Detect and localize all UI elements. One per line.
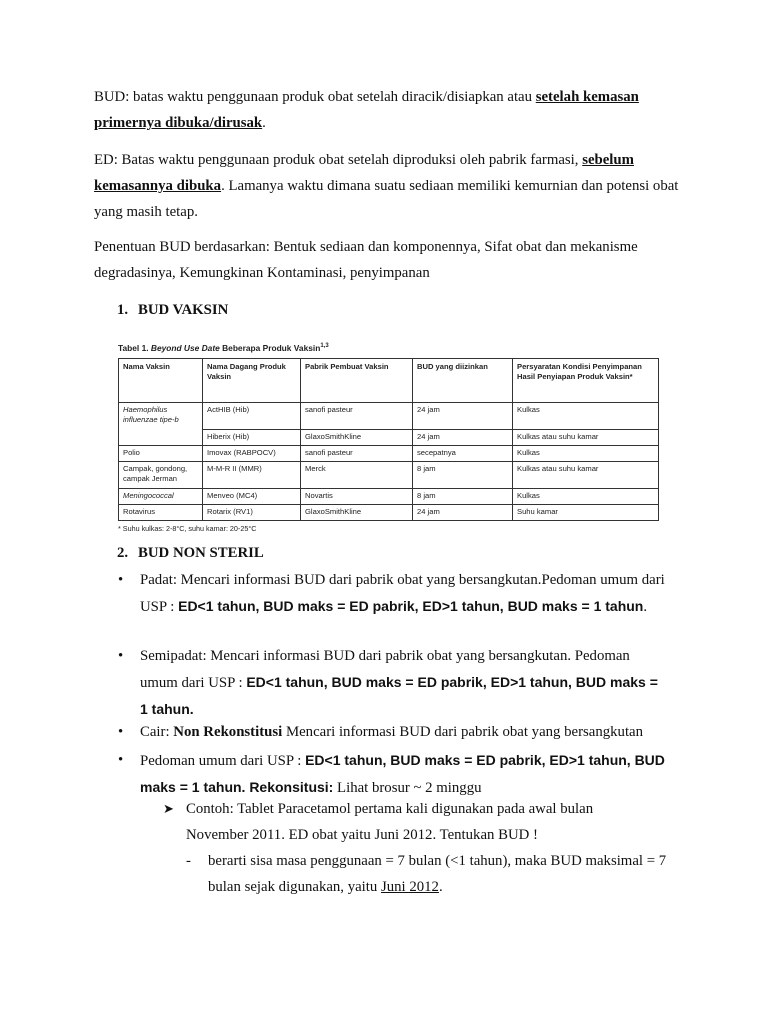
- table-cell: GlaxoSmithKline: [301, 504, 413, 520]
- jawaban-emphasis: Juni 2012: [381, 879, 439, 895]
- bud-definition-emphasis: setelah kemasan primernya dibuka/dirusak: [94, 89, 639, 131]
- bud-definition-end: .: [262, 115, 266, 131]
- table-cell: 24 jam: [413, 504, 513, 520]
- ed-definition-emphasis: sebelum kemasannya dibuka: [94, 152, 634, 194]
- section-title: BUD NON STERIL: [138, 545, 264, 561]
- caption-italic: Beyond Use Date: [150, 342, 220, 353]
- table-cell: Kulkas: [513, 445, 659, 461]
- list-item-bold: ED<1 tahun, BUD maks = ED pabrik, ED>1 tahun, BUD maks = 1 tahun.: [140, 674, 658, 717]
- table-header-cell: Persyaratan Kondisi Penyimpanan Hasil Penyiapan Produk Vaksin*: [513, 358, 659, 402]
- table-cell: Kulkas atau suhu kamar: [513, 429, 659, 445]
- bullet-icon: •: [118, 752, 124, 768]
- table-cell: Rotarix (RV1): [203, 504, 301, 520]
- table-cell: 8 jam: [413, 488, 513, 504]
- section-number: 1.: [117, 302, 129, 318]
- jawaban-end: .: [438, 879, 443, 895]
- table-cell: Rotavirus: [119, 504, 203, 520]
- table-cell: Kulkas: [513, 488, 659, 504]
- dash-bullet-icon: -: [186, 853, 191, 869]
- table-row: [119, 461, 659, 488]
- table-row: [119, 402, 659, 429]
- table-header-cell: BUD yang diizinkan: [413, 358, 513, 402]
- ed-definition-text: ED: Batas waktu penggunaan produk obat setelah diproduksi oleh pabrik farmasi,: [94, 152, 583, 168]
- table-cell: 24 jam: [413, 402, 513, 429]
- vaksin-table-figure: [118, 340, 658, 533]
- table-cell: Kulkas: [513, 402, 659, 429]
- table-cell: GlaxoSmithKline: [301, 429, 413, 445]
- table-cell: 8 jam: [413, 461, 513, 488]
- table-caption: [118, 340, 658, 354]
- list-item-end: Lihat brosur ~ 2 minggu: [333, 780, 482, 796]
- penentuan-paragraph: Penentuan BUD berdasarkan: Bentuk sediaan dan komponennya, Sifat obat dan mekanisme degradasinya, Kemungkinan Kontaminasi, penyimpanan: [94, 239, 638, 281]
- ed-definition-end: . Lamanya waktu dimana suatu sediaan memiliki kemurnian dan potensi obat yang masih tetap.: [94, 178, 679, 220]
- section-heading-non-steril: [117, 540, 264, 566]
- table-cell: 24 jam: [413, 429, 513, 445]
- table-cell: Polio: [119, 445, 203, 461]
- table-cell: Hiberix (Hib): [203, 429, 301, 445]
- vaksin-table: [118, 358, 659, 521]
- table-cell: secepatnya: [413, 445, 513, 461]
- section-title: BUD VAKSIN: [138, 302, 229, 318]
- table-header-cell: Nama Vaksin: [119, 358, 203, 402]
- jawaban-text: berarti sisa masa penggunaan = 7 bulan (<1 tahun), maka BUD maksimal = 7 bulan sejak digunakan, yaitu: [208, 853, 667, 895]
- list-item-bold: ED<1 tahun, BUD maks = ED pabrik, ED>1 tahun, BUD maks = 1 tahun: [178, 598, 644, 614]
- table-header-cell: Nama Dagang Produk Vaksin: [203, 358, 301, 402]
- table-cell: Campak, gondong, campak Jerman: [119, 461, 203, 488]
- table-cell: M-M-R II (MMR): [203, 461, 301, 488]
- bullet-icon: •: [118, 572, 124, 588]
- jawaban-item: [208, 848, 668, 900]
- table-cell: Suhu kamar: [513, 504, 659, 520]
- ed-definition: [94, 147, 694, 225]
- table-cell: sanofi pasteur: [301, 402, 413, 429]
- contoh-item: Contoh: Tablet Paracetamol pertama kali digunakan pada awal bulan November 2011. ED obat yaitu Juni 2012. Tentukan BUD !: [186, 801, 594, 843]
- section-number: 2.: [117, 545, 129, 561]
- table-cell: Haemophilus influenzae tipe-b: [119, 402, 203, 445]
- list-item-end: .: [643, 599, 648, 615]
- table-cell: Meningococcal: [119, 488, 203, 504]
- section-heading-vaksin: [117, 297, 228, 323]
- table-cell: Imovax (RABPOCV): [203, 445, 301, 461]
- table-header-cell: Pabrik Pembuat Vaksin: [301, 358, 413, 402]
- table-footnote: * Suhu kulkas: 2-8°C, suhu kamar: 20-25°C: [118, 523, 257, 533]
- list-item-bold: Non Rekonstitusi: [173, 724, 283, 740]
- table-cell: sanofi pasteur: [301, 445, 413, 461]
- table-row: [119, 488, 659, 504]
- list-item-text: Pedoman umum dari USP :: [140, 753, 306, 769]
- table-cell: Merck: [301, 461, 413, 488]
- table-cell: Kulkas atau suhu kamar: [513, 461, 659, 488]
- list-item-text: Mencari informasi BUD dari pabrik obat yang bersangkutan: [282, 724, 644, 740]
- list-item: [140, 567, 665, 620]
- list-item: [140, 643, 665, 723]
- bud-definition: [94, 84, 694, 136]
- bud-definition-text: BUD: batas waktu penggunaan produk obat setelah diracik/disiapkan atau: [94, 89, 536, 105]
- table-row: [119, 445, 659, 461]
- table-cell: Menveo (MC4): [203, 488, 301, 504]
- list-item-bold: ED<1 tahun, BUD maks = ED pabrik, ED>1 tahun, BUD maks = 1 tahun. Rekonsitusi:: [140, 752, 665, 795]
- caption-prefix: Tabel 1.: [118, 342, 151, 353]
- list-item-text: Padat: Mencari informasi BUD dari pabrik obat yang bersangkutan.Pedoman umum dari USP :: [140, 572, 665, 615]
- bullet-icon: •: [118, 648, 124, 664]
- table-row: [119, 504, 659, 520]
- caption-suffix: Beberapa Produk Vaksin: [219, 342, 321, 353]
- table-cell: Novartis: [301, 488, 413, 504]
- table-cell: ActHIB (Hib): [203, 402, 301, 429]
- arrow-bullet-icon: ➤: [163, 801, 174, 816]
- list-item-text: Semipadat: Mencari informasi BUD dari pabrik obat yang bersangkutan. Pedoman umum dari USP :: [140, 648, 630, 691]
- caption-superscript: 1,3: [320, 343, 329, 349]
- list-item: [140, 747, 665, 801]
- bullet-icon: •: [118, 724, 124, 740]
- list-item-prefix: Cair:: [140, 724, 174, 740]
- table-header-row: [119, 358, 659, 402]
- list-item: [140, 719, 665, 745]
